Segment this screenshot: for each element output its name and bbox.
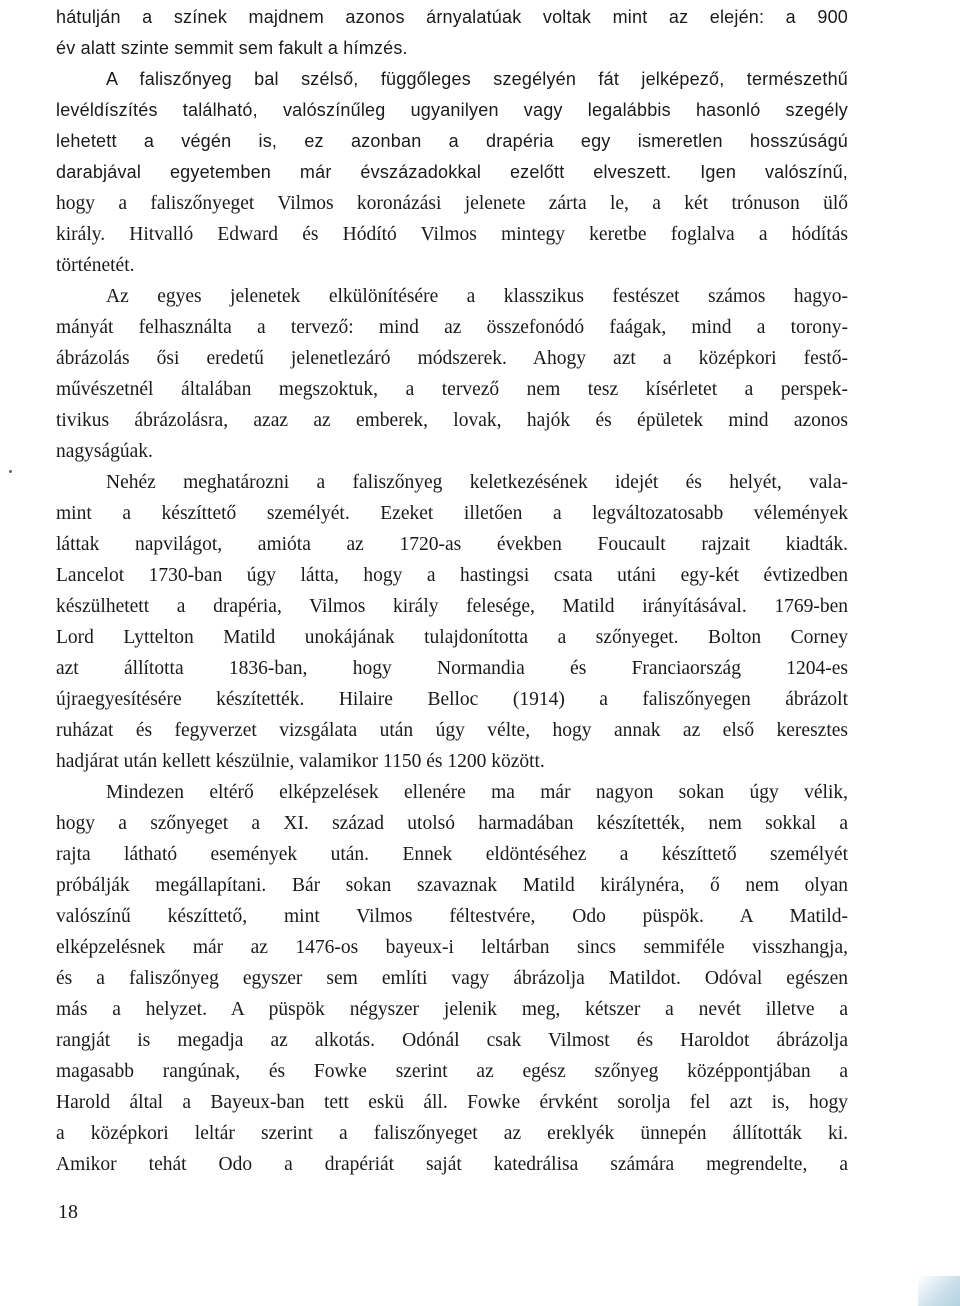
text-line: elképzelésnek már az 1476-os bayeux-i leltárban sincs semmiféle visszhangja, <box>56 937 848 958</box>
paragraph-first-line: Az egyes jelenetek elkülönítésére a klasszikus festészet számos hagyo- <box>106 286 848 307</box>
text-line: Harold által a Bayeux-ban tett eskü áll. Fowke érvként sorolja fel azt is, hogy <box>56 1092 848 1113</box>
text-line: készülhetett a drapéria, Vilmos király felesége, Matild irányításával. 1769-ben <box>56 596 848 617</box>
text-line: rajta látható események után. Ennek eldöntéséhez a készíttető személyét <box>56 844 848 865</box>
text-line: hogy a szőnyeget a XI. század utolsó harmadában készítették, nem sokkal a <box>56 813 848 834</box>
text-line: király. Hitvalló Edward és Hódító Vilmos mintegy keretbe foglalva a hódítás <box>56 224 848 245</box>
text-line: levéldíszítés található, valószínűleg ugyanilyen vagy legalábbis hasonló szegély <box>56 100 848 120</box>
text-line: mányát felhasználta a tervező: mind az összefonódó faágak, mind a torony- <box>56 317 848 338</box>
text-line: ábrázolás ősi eredetű jelenetlezáró módszerek. Ahogy azt a középkori festő- <box>56 348 848 369</box>
text-line: hátulján a színek majdnem azonos árnyalatúak voltak mint az elején: a 900 <box>56 7 848 27</box>
text-line: tivikus ábrázolásra, azaz az emberek, lovak, hajók és épületek mind azonos <box>56 410 848 431</box>
paragraph-first-line: Nehéz meghatározni a faliszőnyeg keletkezésének idejét és helyét, vala- <box>106 472 848 493</box>
text-line: más a helyzet. A püspök négyszer jelenik meg, kétszer a nevét illetve a <box>56 999 848 1020</box>
text-line: és a faliszőnyeg egyszer sem említi vagy ábrázolja Matildot. Odóval egészen <box>56 968 848 989</box>
text-line: újraegyesítésére készítették. Hilaire Belloc (1914) a faliszőnyegen ábrázolt <box>56 689 848 710</box>
paragraph-first-line: A faliszőnyeg bal szélső, függőleges szegélyén fát jelképező, természethű <box>106 69 848 89</box>
text-line: magasabb rangúnak, és Fowke szerint az egész szőnyeg középpontjában a <box>56 1061 848 1082</box>
text-line: nagyságúak. <box>56 441 153 462</box>
text-line: Lancelot 1730-ban úgy látta, hogy a hastingsi csata utáni egy-két évtizedben <box>56 565 848 586</box>
text-line: mint a készíttető személyét. Ezeket illetően a legváltozatosabb vélemények <box>56 503 848 524</box>
text-line: Amikor tehát Odo a drapériát saját katedrálisa számára megrendelte, a <box>56 1154 848 1175</box>
text-line: láttak napvilágot, amióta az 1720-as években Foucault rajzait kiadták. <box>56 534 848 555</box>
text-line: ruházat és fegyverzet vizsgálata után úgy vélte, hogy annak az első keresztes <box>56 720 848 741</box>
text-line: azt állította 1836-ban, hogy Normandia és Franciaország 1204-es <box>56 658 848 679</box>
text-line: hadjárat után kellett készülnie, valamikor 1150 és 1200 között. <box>56 751 545 772</box>
text-line: próbálják megállapítani. Bár sokan szavaznak Matild királynéra, ő nem olyan <box>56 875 848 896</box>
scan-speck <box>9 470 12 473</box>
scan-corner-artifact <box>918 1276 960 1306</box>
body-text <box>56 2 848 1180</box>
text-line: rangját is megadja az alkotás. Odónál csak Vilmost és Haroldot ábrázolja <box>56 1030 848 1051</box>
paragraph-first-line: Mindezen eltérő elképzelések ellenére ma már nagyon sokan úgy vélik, <box>106 782 848 803</box>
page-number: 18 <box>58 1201 78 1223</box>
text-line: év alatt szinte semmit sem fakult a hímzés. <box>56 38 408 58</box>
text-line: valószínű készíttető, mint Vilmos féltestvére, Odo püspök. A Matild- <box>56 906 848 927</box>
text-line: Lord Lyttelton Matild unokájának tulajdonította a szőnyeget. Bolton Corney <box>56 627 848 648</box>
text-line: lehetett a végén is, ez azonban a drapéria egy ismeretlen hosszúságú <box>56 131 848 151</box>
text-line: a középkori leltár szerint a faliszőnyeget az ereklyék ünnepén állították ki. <box>56 1123 848 1144</box>
text-line: darabjával egyetemben már évszázadokkal ezelőtt elveszett. Igen valószínű, <box>56 162 848 182</box>
text-line: történetét. <box>56 255 135 276</box>
text-line: hogy a faliszőnyeget Vilmos koronázási jelenete zárta le, a két trónuson ülő <box>56 193 848 214</box>
text-line: művészetnél általában megszoktuk, a tervező nem tesz kísérletet a perspek- <box>56 379 848 400</box>
